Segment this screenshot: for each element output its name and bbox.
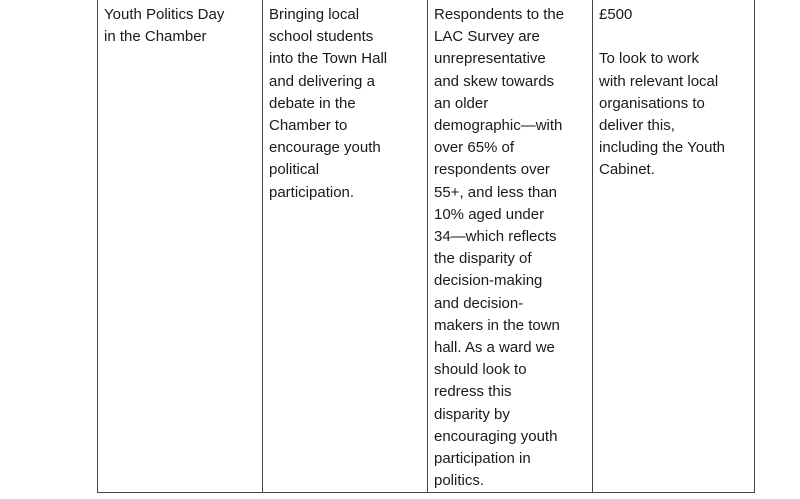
rationale-line: 10% aged under	[434, 205, 545, 223]
description-line: encourage youth	[269, 139, 381, 157]
description-line: debate in the	[269, 94, 356, 112]
delivery-line: To look to work	[599, 50, 700, 68]
rationale-line: LAC Survey are	[434, 28, 540, 46]
initiative-line: Youth Politics Day	[104, 6, 225, 23]
delivery-line: with relevant local	[599, 72, 719, 90]
budget-delivery-cell	[593, 0, 755, 493]
rationale-line: decision-making	[434, 272, 543, 290]
delivery-line: including the Youth	[599, 139, 725, 157]
delivery-line: deliver this,	[599, 117, 675, 134]
rationale-line: participation in	[434, 450, 531, 468]
rationale-line: 34—which reflects	[434, 228, 557, 246]
rationale-line: redress this	[434, 383, 512, 401]
delivery-line: organisations to	[599, 94, 705, 112]
rationale-line: demographic—with	[434, 117, 563, 135]
rationale-line: and decision-	[434, 294, 524, 312]
rationale-line: unrepresentative	[434, 50, 546, 68]
rationale-line: respondents over	[434, 161, 550, 179]
rationale-line: an older	[434, 94, 489, 112]
description-line: political	[269, 161, 320, 179]
rationale-line: politics.	[434, 472, 485, 490]
description-line: participation.	[269, 183, 355, 201]
rationale-line: over 65% of	[434, 139, 515, 157]
table-row	[98, 0, 755, 493]
proposal-table	[97, 0, 755, 493]
initiative-cell	[98, 0, 263, 493]
rationale-line: should look to	[434, 361, 527, 379]
rationale-line: and skew towards	[434, 72, 555, 90]
budget-amount: £500	[599, 6, 633, 23]
description-line: and delivering a	[269, 72, 375, 90]
rationale-line: encouraging youth	[434, 427, 558, 445]
delivery-line: Cabinet.	[599, 161, 655, 179]
rationale-line: Respondents to the	[434, 6, 565, 23]
rationale-cell	[428, 0, 593, 493]
description-line: into the Town Hall	[269, 50, 388, 68]
description-line: Bringing local	[269, 6, 360, 23]
rationale-line: the disparity of	[434, 250, 532, 268]
spacer	[599, 26, 748, 48]
description-line: Chamber to	[269, 117, 348, 135]
initiative-line: in the Chamber	[104, 28, 207, 46]
rationale-line: 55+, and less than	[434, 183, 558, 201]
description-cell	[263, 0, 428, 493]
rationale-line: hall. As a ward we	[434, 339, 555, 357]
description-line: school students	[269, 28, 374, 46]
rationale-line: disparity by	[434, 405, 510, 423]
rationale-line: makers in the town	[434, 316, 560, 334]
